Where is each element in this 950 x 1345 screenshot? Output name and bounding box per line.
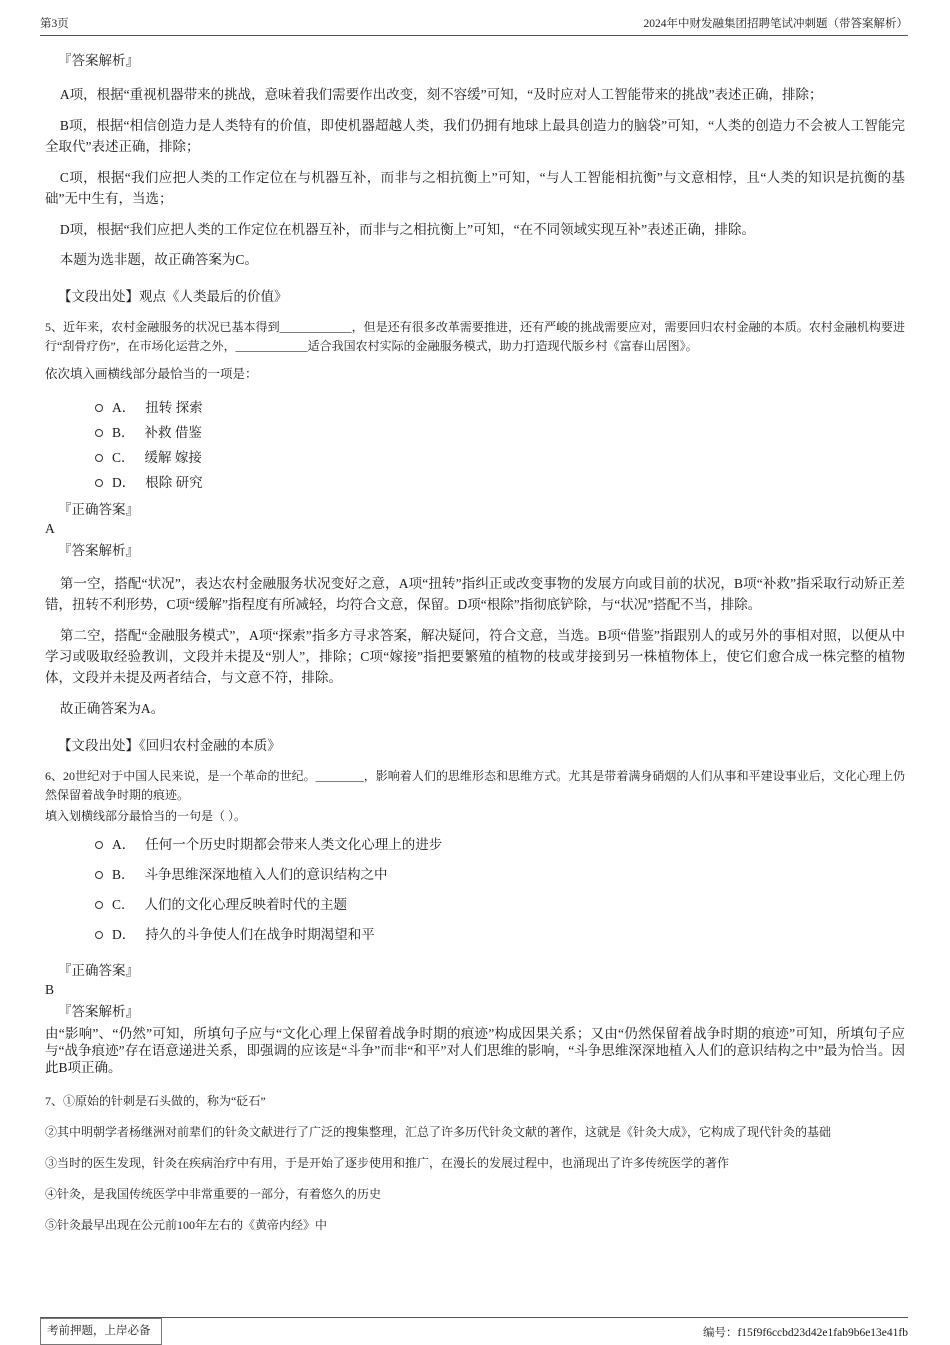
document-body (45, 36, 905, 1247)
option-text: 根除 研究 (145, 475, 203, 490)
prev-analysis-para-a: A项，根据“重视机器带来的挑战，意味着我们需要作出改变，刻不容缓”可知，“及时应对人工智能带来的挑战”表述正确，排除； (59, 87, 823, 102)
page-footer (40, 1317, 908, 1345)
option-text: 扭转 探索 (145, 400, 203, 415)
radio-icon[interactable] (95, 429, 103, 437)
option-key: D． (112, 475, 136, 490)
radio-icon[interactable] (95, 901, 103, 909)
document-title: 2024年中财发融集团招聘笔试冲刺题（带答案解析） (643, 18, 908, 30)
radio-icon[interactable] (95, 404, 103, 412)
option-key: B． (112, 867, 135, 882)
q7-item-3: ③当时的医生发现，针灸在疾病治疗中有用，于是开始了逐步使用和推广，在漫长的发展过程中，也涌现出了许多传统医学的著作 (45, 1156, 730, 1170)
radio-icon[interactable] (95, 479, 103, 487)
q5-option-c[interactable] (45, 449, 905, 467)
prev-source-note: 【文段出处】观点《人类最后的价值》 (58, 289, 288, 304)
prev-analysis-label: 『答案解析』 (58, 53, 139, 68)
option-text: 任何一个历史时期都会带来人类文化心理上的进步 (145, 837, 443, 852)
prev-analysis-conclusion: 本题为选非题，故正确答案为C。 (59, 252, 258, 267)
q5-prompt: 依次填入画横线部分最恰当的一项是： (45, 367, 258, 381)
radio-icon[interactable] (95, 871, 103, 879)
q6-option-c[interactable] (45, 896, 905, 914)
option-text: 缓解 嫁接 (144, 450, 202, 465)
q5-source-note: 【文段出处】《回归农村金融的本质》 (58, 738, 281, 753)
q7-item-5: ⑤针灸最早出现在公元前100年左右的《黄帝内经》中 (45, 1218, 328, 1232)
footer-slogan: 考前押题，上岸必备 (40, 1318, 162, 1345)
q6-correct-label: 『正确答案』 (58, 963, 139, 978)
q6-option-b[interactable] (45, 866, 905, 884)
radio-icon[interactable] (95, 454, 103, 462)
q6-analysis-label: 『答案解析』 (58, 1004, 139, 1019)
q5-correct-label: 『正确答案』 (58, 502, 139, 517)
q5-correct-answer: A (45, 521, 55, 536)
q7-item-4: ④针灸，是我国传统医学中非常重要的一部分，有着悠久的历史 (45, 1187, 382, 1201)
radio-icon[interactable] (95, 931, 103, 939)
q5-conclusion: 故正确答案为A。 (59, 701, 165, 716)
prev-analysis-para-d: D项，根据“我们应把人类的工作定位在机器互补，而非与之相抗衡上”可知，“在不同领域实现互补”表述正确，排除。 (59, 222, 756, 237)
option-key: A． (112, 400, 136, 415)
q7-line-1: 7、①原始的针刺是石头做的，称为“砭石” (45, 1094, 266, 1108)
q5-option-d[interactable] (45, 474, 905, 492)
option-key: C． (112, 897, 135, 912)
q6-option-a[interactable] (45, 836, 905, 854)
q5-analysis-para-2: 第二空，搭配“金融服务模式”，A项“探索”指多方寻求答案，解决疑问，符合文意，当选。B项“借鉴”指跟别人的或另外的事相对照，以便从中学习或吸取经验教训，文段并未提及“别人”，排除；C项“嫁接”指把要繁殖的植物的枝或芽接到另一株植物体上，使它们愈合成一株完整的植物体，文段并未提及两者结合，与文意不符，排除。 (45, 628, 905, 685)
q5-option-b[interactable] (45, 424, 905, 442)
q6-stem: 6、20世纪对于中国人民来说，是一个革命的世纪。________，影响着人们的思维形态和思维方式。尤其是带着满身硝烟的人们从事和平建设事业后，文化心理上仍然保留着战争时期的痕迹。 (45, 769, 905, 802)
q5-analysis-para-1: 第一空，搭配“状况”，表达农村金融服务状况变好之意，A项“扭转”指纠正或改变事物的发展方向或目前的状况，B项“补救”指采取行动矫正差错，扭转不利形势，C项“缓解”指程度有所减轻，均符合文意，保留。D项“根除”指彻底铲除，与“状况”搭配不当，排除。 (45, 576, 905, 612)
q7-item-2: ②其中明朝学者杨继洲对前辈们的针灸文献进行了广泛的搜集整理，汇总了许多历代针灸文献的著作，这就是《针灸大成》，它构成了现代针灸的基础 (45, 1125, 832, 1139)
option-key: B． (112, 425, 135, 440)
q6-correct-answer: B (45, 982, 55, 997)
q6-prompt: 填入划横线部分最恰当的一句是（ ）。 (45, 809, 247, 823)
q5-analysis-label: 『答案解析』 (58, 543, 139, 558)
q6-option-d[interactable] (45, 926, 905, 944)
page-header (40, 0, 908, 36)
q5-stem: 5、近年来，农村金融服务的状况已基本得到____________，但是还有很多改革需要推进，还有严峻的挑战需要应对，需要回归农村金融的本质。农村金融机构要进行“刮骨疗伤”，在市场化运营之外，____________适合我国农村实际的金融服务模式，助力打造现代版乡村《富春山居图》。 (45, 320, 905, 353)
q6-analysis-para: 由“影响”、“仍然”可知，所填句子应与“文化心理上保留着战争时期的痕迹”构成因果关系；又由“仍然保留着战争时期的痕迹”可知，所填句子应与“战争痕迹”存在语意递进关系，即强调的应该是“斗争”而非“和平”对人们思维的影响，“斗争思维深深地植入人们的意识结构之中”最为恰当。因此B项正确。 (45, 1026, 905, 1075)
option-key: C． (112, 450, 135, 465)
option-text: 补救 借鉴 (144, 425, 202, 440)
option-key: A． (112, 837, 136, 852)
prev-analysis-para-c: C项，根据“我们应把人类的工作定位在与机器互补，而非与之相抗衡上”可知，“与人工智能相抗衡”与文意相悖，且“人类的知识是抗衡的基础”无中生有，当选； (45, 170, 905, 206)
option-text: 持久的斗争使人们在战争时期渴望和平 (145, 927, 375, 942)
prev-analysis-para-b: B项，根据“相信创造力是人类特有的价值，即使机器超越人类，我们仍拥有地球上最具创造力的脑袋”可知，“人类的创造力不会被人工智能完全取代”表述正确，排除； (45, 118, 905, 154)
option-text: 人们的文化心理反映着时代的主题 (144, 897, 348, 912)
option-key: D． (112, 927, 136, 942)
footer-serial: 编号：f15f9f6ccbd23d42e1fab9b6e13e41fb (702, 1327, 908, 1339)
q5-option-a[interactable] (45, 399, 905, 417)
radio-icon[interactable] (95, 841, 103, 849)
option-text: 斗争思维深深地植入人们的意识结构之中 (144, 867, 388, 882)
page-number: 第3页 (40, 18, 69, 30)
